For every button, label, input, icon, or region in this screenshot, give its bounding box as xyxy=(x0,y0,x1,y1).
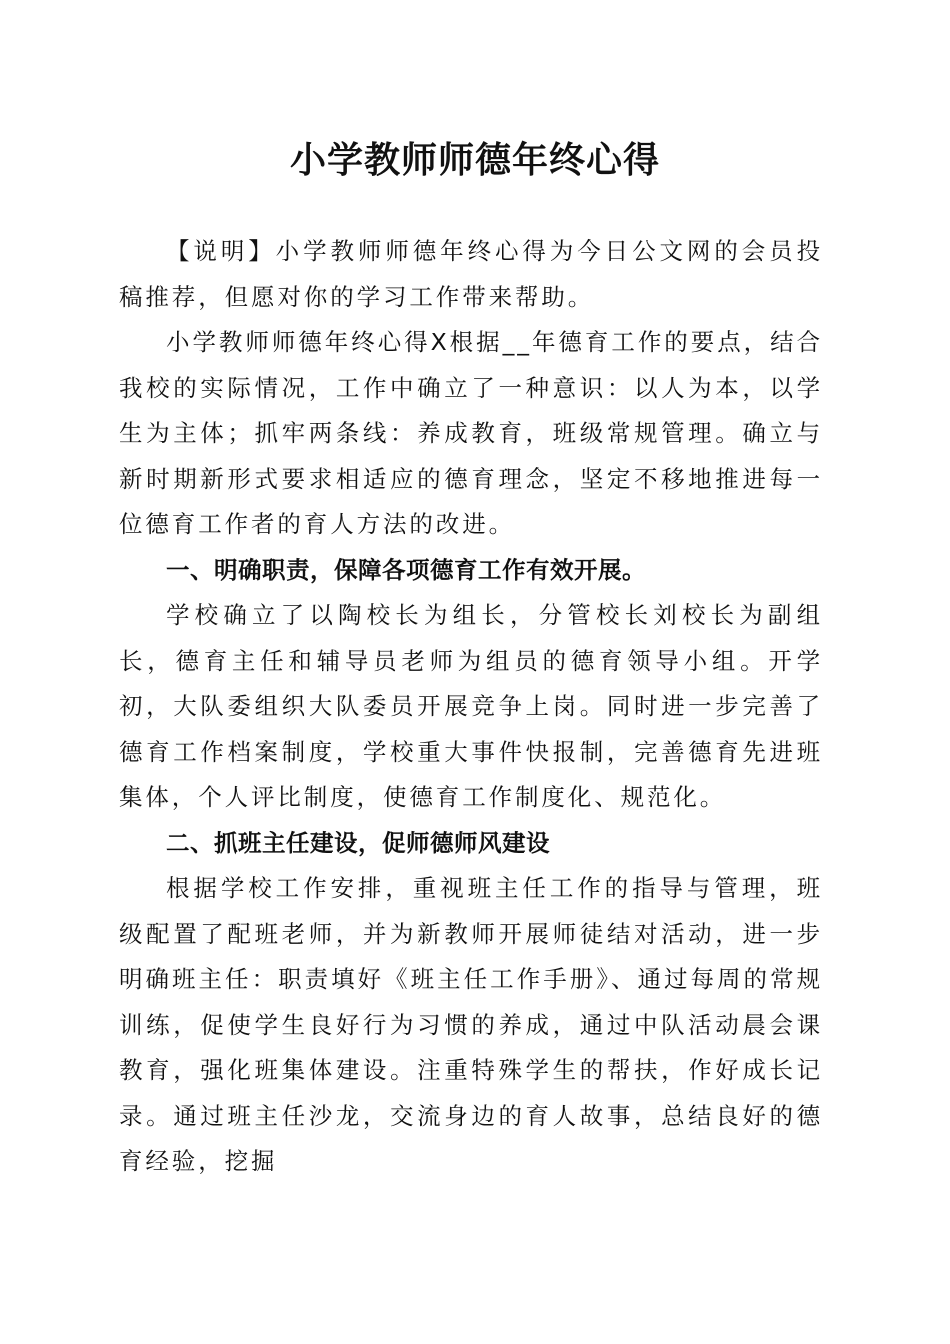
document-body xyxy=(119,229,823,1185)
section-heading-2: 二、抓班主任建设，促师德师风建设 xyxy=(166,828,550,857)
body-paragraph: 小学教师师德年终心得X根据__年德育工作的要点，结合我校的实际情况，工作中确立了一种意识：以人为本，以学生为主体；抓牢两条线：养成教育，班级常规管理。确立与新时期新形式要求相适应的德育理念，坚定不移地推进每一位德育工作者的育人方法的改进。 xyxy=(119,328,823,538)
intro-paragraph: 【说明】小学教师师德年终心得为今日公文网的会员投稿推荐，但愿对你的学习工作带来帮助。 xyxy=(119,237,823,311)
body-paragraph: 学校确立了以陶校长为组长，分管校长刘校长为副组长，德育主任和辅导员老师为组员的德育领导小组。开学初，大队委组织大队委员开展竞争上岗。同时进一步完善了德育工作档案制度，学校重大事件快报制，完善德育先进班集体，个人评比制度，使德育工作制度化、规范化。 xyxy=(119,601,823,811)
section-heading-1: 一、明确职责，保障各项德育工作有效开展。 xyxy=(166,555,646,584)
document-title: 小学教师师德年终心得 xyxy=(289,139,660,181)
body-paragraph: 根据学校工作安排，重视班主任工作的指导与管理，班级配置了配班老师，并为新教师开展师徒结对活动，进一步明确班主任：职责填好《班主任工作手册》、通过每周的常规训练，促使学生良好行为习惯的养成，通过中队活动晨会课教育，强化班集体建设。注重特殊学生的帮扶，作好成长记录。通过班主任沙龙，交流身边的育人故事，总结良好的德育经验，挖掘 xyxy=(119,874,823,1175)
